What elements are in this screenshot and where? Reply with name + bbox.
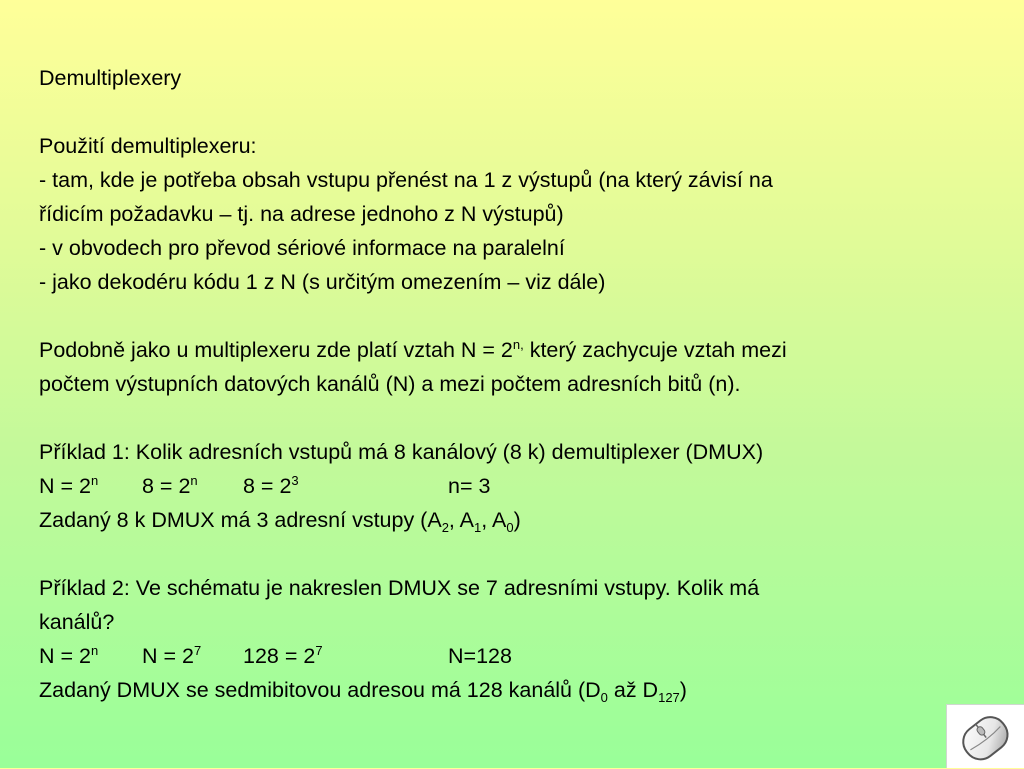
relation-line-1 — [39, 333, 959, 367]
spacer — [39, 537, 959, 571]
example-1-title: Příklad 1: Kolik adresních vstupů má 8 kanálový (8 k) demultiplexer (DMUX) — [39, 440, 764, 464]
example-1-result: n= 3 — [448, 474, 491, 498]
example-2-eq-2: $N = 2^7$ — [142, 643, 202, 668]
example-1-eq-2: $8 = 2^n$ — [142, 473, 198, 498]
spacer — [39, 401, 959, 435]
relation-text-2: který zachycuje vztah mezi — [523, 338, 787, 362]
slide-content — [39, 61, 959, 707]
example-2-title-line-2: kanálů? — [39, 610, 115, 634]
mouse-icon-button[interactable] — [946, 704, 1024, 768]
example-2-eq-3: $128 = 2^7$ — [243, 643, 323, 668]
usage-title: Použití demultiplexeru: — [39, 134, 257, 158]
mouse-icon — [947, 705, 1024, 769]
example-2-result: N=128 — [448, 644, 512, 668]
spacer — [39, 95, 959, 129]
usage-item-1-line-1: - tam, kde je potřeba obsah vstupu přenést na 1 z výstupů (na který závisí na — [39, 168, 773, 192]
usage-item-2: - v obvodech pro převod sériové informace na paralelní — [39, 236, 565, 260]
example-1-eq-3: $8 = 2^3$ — [243, 473, 299, 498]
usage-item-1-line-2: řídicím požadavku – tj. na adrese jednoho z N výstupů) — [39, 202, 564, 226]
example-2-equations — [39, 639, 959, 673]
relation-line-2: počtem výstupních datových kanálů (N) a mezi počtem adresních bitů (n). — [39, 372, 741, 396]
usage-item-3: - jako dekodéru kódu 1 z N (s určitým omezením – viz dále) — [39, 270, 606, 294]
example-2-title-line-1: Příklad 2: Ve schématu je nakreslen DMUX se 7 adresními vstupy. Kolik má — [39, 576, 760, 600]
relation-text-1: Podobně jako u multiplexeru zde platí vztah N = 2 — [39, 338, 513, 362]
example-1-conclusion: Zadaný 8 k DMUX má 3 adresní vstupy ($A_2$, $A_1$, $A_0$) — [39, 508, 521, 535]
slide-heading: Demultiplexery — [39, 66, 182, 90]
example-1-eq-1: $N = 2^n$ — [39, 473, 99, 498]
example-2-conclusion: Zadaný DMUX se sedmibitovou adresou má 128 kanálů ($D_0$ až $D_{127}$) — [39, 678, 687, 705]
example-1-equations — [39, 469, 959, 503]
relation-exponent: n, — [512, 337, 524, 352]
example-2-eq-1: $N = 2^n$ — [39, 643, 99, 668]
spacer — [39, 299, 959, 333]
